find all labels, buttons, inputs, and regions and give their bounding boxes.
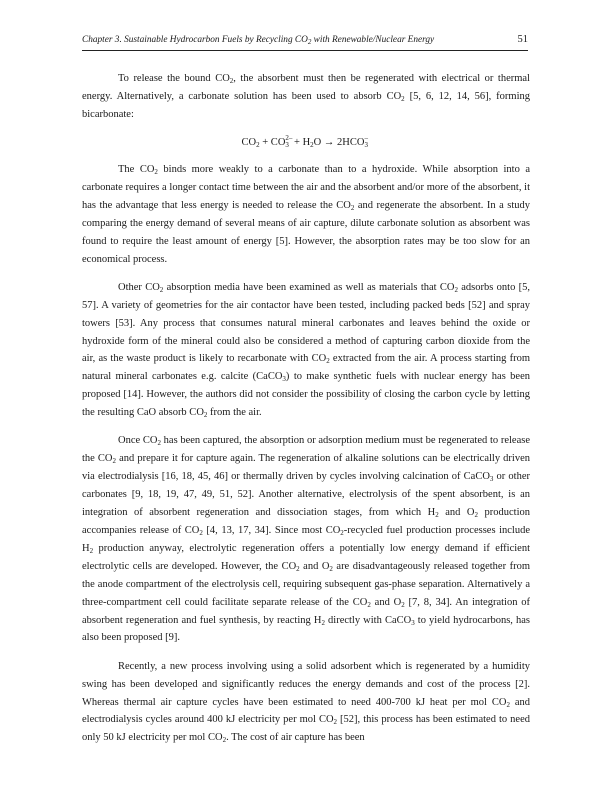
text-run: and prepare it for capture again. The regeneration of alkaline solutions can be electrically driven via electrodialysis [16, 18, 45, 46] or thermally driven by cycles involving calcination of CaCO [82, 453, 531, 483]
paragraph [82, 658, 530, 748]
subscript: 2 [401, 600, 405, 609]
text-run: ) to make synthetic fuels with nuclear energy has been proposed [14]. However, the authors did not consider the possibility of closing the carbon cycle by letting the resulting CaO absorb CO [82, 371, 530, 419]
body-text [82, 70, 530, 758]
text-run: from the air. [207, 407, 262, 419]
text-run: To release the bound CO [118, 73, 230, 84]
text-run: has been captured, the absorption or adsorption medium must be regenerated to release the CO [82, 435, 530, 465]
page-number: 51 [517, 34, 528, 45]
subscript: 2 [435, 511, 439, 520]
text-run: production anyway, electrolytic regeneration offers a potentially low energy demand if efficient electrolytic cells are developed. However, the CO [82, 542, 530, 572]
text-run: [52], this process has been estimated to need only 50 kJ electricity per mol CO [82, 714, 530, 744]
text-run: and regenerate the absorbent. In a study comparing the energy demand of several means of air capture, dilute carbonate solution as absorbent was found to require the least amount of energy [5]. However, the absorption rates may be too slow for an economical process. [82, 199, 530, 265]
subscript: 2 [89, 546, 94, 555]
subscript: 2 [350, 203, 355, 212]
text-run: are disadvantageously released together from the anode compartment of the electrolysis cell, requiring subsequent gas-phase separation. Alternatively a three-compartment cell could facilitate separate release of the CO [82, 560, 530, 608]
subscript: 2 [157, 439, 161, 448]
text-run: Once CO [118, 435, 158, 447]
text-run: The CO [118, 164, 155, 176]
paragraph [82, 279, 530, 422]
subscript: 2 [329, 564, 333, 573]
text-run: [5, 6, 12, 14, 56], forming bicarbonate: [82, 90, 530, 120]
text-run: directly with CaCO [324, 614, 412, 626]
text-run: adsorbs onto [5, 57]. A variety of geometries for the air contactor have been tested, including packed beds [52] and spray towers [53]. Any process that consumes natural mineral carbonates and leaves behind the oxide or hydroxide form of the mineral could also be considered a method of capturing carbon dioxide from the air, as the waste product is likely to recarbonate with CO [82, 281, 530, 365]
text-run: -recycled fuel production processes include H [82, 525, 531, 554]
chemical-equation: $CO_2$ + CO 2– 3 + $H_2O \to 2HCO$ – 3 [241, 134, 368, 150]
subscript: 2 [112, 457, 117, 466]
text-run: [7, 8, 34]. An integration of absorbent regeneration and fuel synthesis, by reacting H [82, 596, 531, 626]
text-run: and O [370, 596, 402, 608]
paragraph [82, 70, 530, 124]
subscript: 2 [321, 618, 325, 627]
subscript: 2 [454, 285, 458, 294]
text-run: [4, 13, 17, 34]. Since most CO [202, 525, 341, 537]
subscript: 2 [340, 529, 344, 538]
subscript: 2 [203, 411, 208, 420]
text-run: to yield hydrocarbons, has also been proposed [9]. [82, 614, 530, 644]
paragraph [82, 432, 530, 647]
text-run: and O [438, 507, 475, 519]
chapter-title: Chapter 3. Sustainable Hydrocarbon Fuels by Recycling $CO_2$ with Renewable/Nuclear Energy [82, 35, 435, 46]
text-run: , the absorbent must then be regenerated with electrical or thermal energy. Alternatively, a carbonate solution has been used to absorb CO [82, 73, 530, 102]
subscript: 3 [489, 475, 494, 484]
text-run: Other CO [118, 281, 160, 293]
subscript: 2 [333, 718, 338, 727]
subscript: 2 [229, 77, 234, 85]
subscript: 2 [506, 700, 510, 709]
subscript: 3 [282, 375, 286, 384]
subscript: 2 [159, 285, 164, 294]
text-run: binds more weakly to a carbonate than to a hydroxide. While absorption into a carbonate requires a longer contact time between the air and the absorbent and/or more of the absorbent, it has the advantage that less energy is needed to release the CO [82, 164, 530, 211]
subscript: 2 [296, 564, 300, 573]
subscript: 2 [199, 529, 203, 538]
text-run: extracted from the air. A process starting from natural mineral carbonates e.g. calcite (CaCO [82, 353, 530, 383]
running-header [82, 34, 528, 51]
paragraph [82, 161, 530, 268]
text-run: production accompanies release of CO [82, 507, 530, 537]
subscript: 2 [154, 168, 158, 177]
subscript: 2 [367, 600, 371, 609]
text-run: Recently, a new process involving using a solid adsorbent which is regenerated by a humidity swing has been developed and significantly reduces the energy demands and cost of the process [2]. Whereas thermal air capture cycles have been estimated to need 400-700 kJ heat per mol CO [82, 660, 530, 708]
subscript: 2 [222, 736, 227, 745]
text-run: and electrodialysis cycles around 400 kJ electricity per mol CO [82, 696, 530, 726]
subscript: 3 [411, 618, 415, 627]
subscript: 2 [401, 94, 405, 103]
subscript: 2 [474, 511, 478, 520]
text-run: or other carbonates [9, 18, 19, 47, 49, 51, 52]. Another alternative, electrolysis of the spent absorbent, is an integration of absorbent regeneration and dissociation stages, from which H [82, 471, 530, 519]
subscript: 2 [326, 357, 330, 366]
text-run: and O [299, 560, 330, 572]
text-run: absorption media have been examined as well as materials that CO [163, 281, 455, 293]
text-run: . The cost of air capture has been [226, 732, 365, 744]
